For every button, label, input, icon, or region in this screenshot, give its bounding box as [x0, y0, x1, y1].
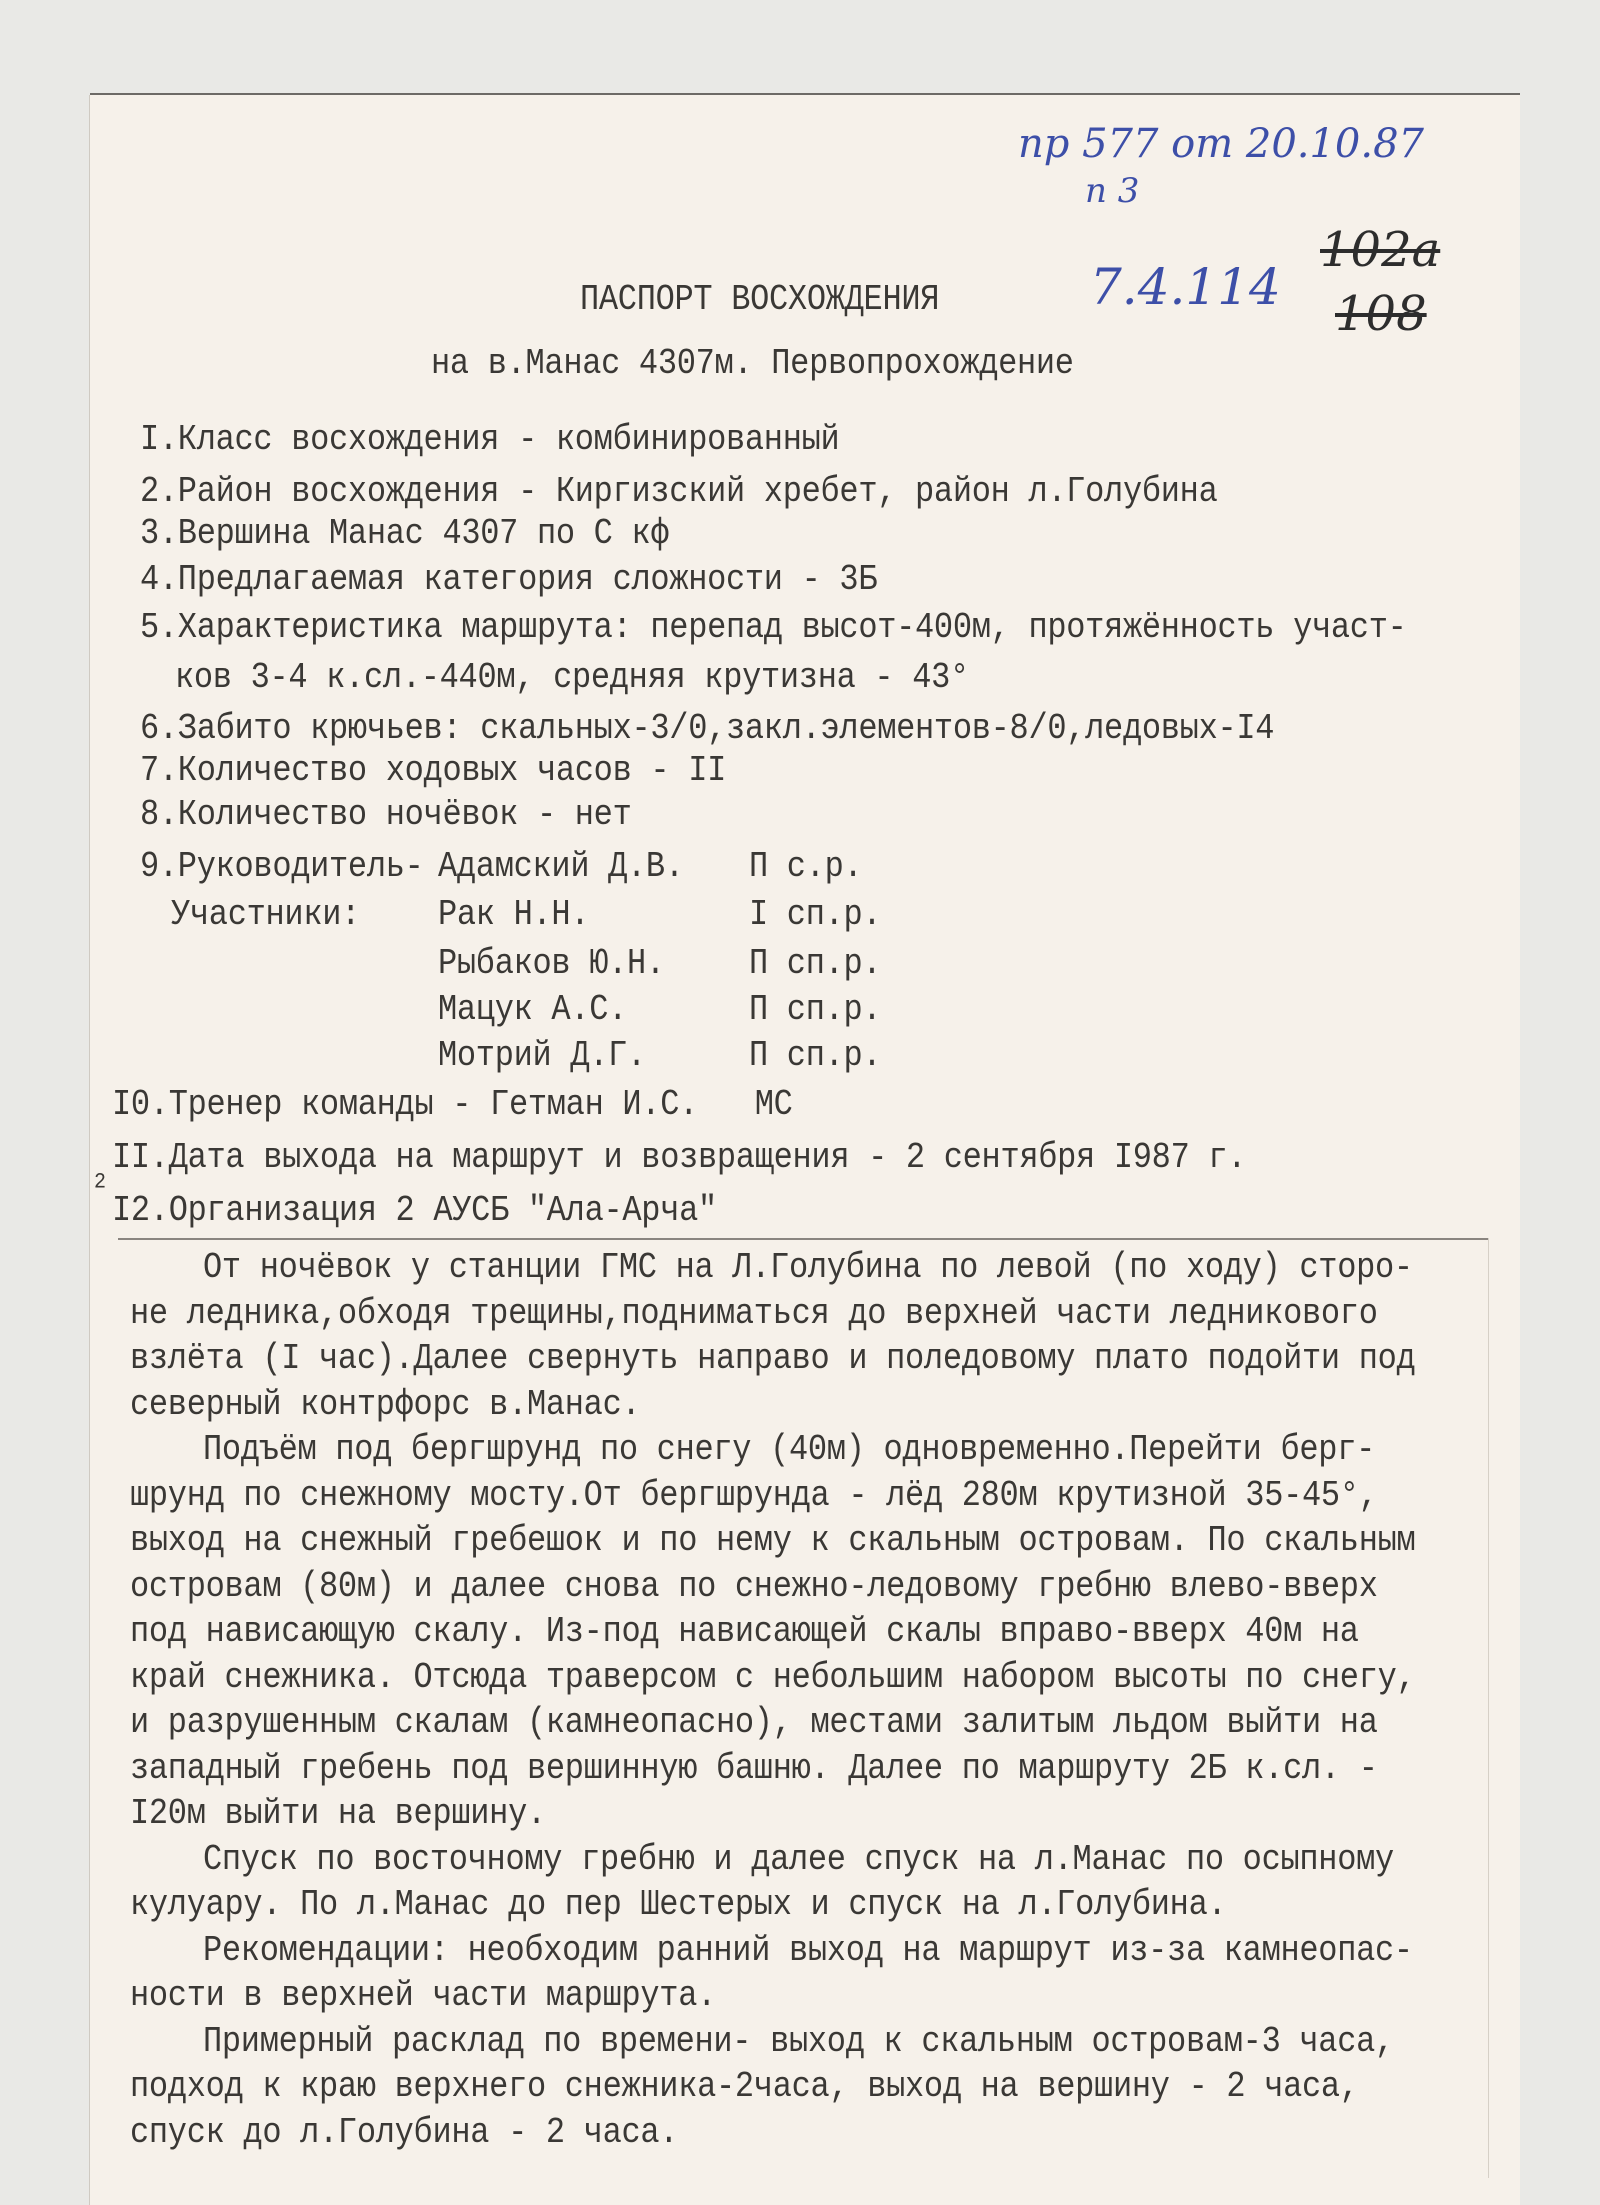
- section-divider: [118, 1238, 1488, 1240]
- list-item: II.Дата выхода на маршрут и возвращения - 2 сентября I987 г.: [112, 1136, 1247, 1179]
- list-item: I.Класс восхождения - комбинированный: [140, 418, 840, 461]
- paragraph-line: Спуск по восточному гребню и далее спуск на л.Манас по осыпному: [203, 1838, 1394, 1880]
- handwritten-order-ref: пр 577 от 20.10.87: [1018, 121, 1424, 167]
- list-item: ков 3-4 к.сл.-440м, средняя крутизна - 43°: [175, 656, 969, 699]
- crossed-number-2: 108: [1335, 286, 1427, 342]
- paragraph-line: спуск до л.Голубина - 2 часа.: [130, 2111, 679, 2153]
- paragraph-line: северный контрфорс в.Манас.: [130, 1383, 641, 1425]
- page-subtitle: на в.Манас 4307м. Первопрохождение: [431, 342, 1074, 385]
- list-item: 7.Количество ходовых часов - II: [140, 749, 726, 792]
- handwritten-order-item: п 3: [1085, 171, 1140, 211]
- page-title: ПАСПОРТ ВОСХОЖДЕНИЯ: [580, 278, 940, 321]
- member-name: Рыбаков Ю.Н.: [438, 942, 665, 985]
- paragraph-line: ности в верхней части маршрута.: [130, 1974, 716, 2017]
- paragraph-line: и разрушенным скалам (камнеопасно), местами залитым льдом выйти на: [130, 1701, 1378, 1744]
- member-name: Рак Н.Н.: [438, 893, 590, 936]
- paste-edge: [1488, 1238, 1489, 2178]
- list-item: 4.Предлагаемая категория сложности - 3Б: [140, 558, 878, 601]
- paragraph-line: край снежника. Отсюда траверсом с небольшим набором высоты по снегу,: [130, 1656, 1416, 1698]
- crossed-number-1: 102а: [1320, 222, 1441, 278]
- paragraph-line: кулуару. По л.Манас до пер Шестерых и спуск на л.Голубина.: [130, 1883, 1227, 1926]
- paragraph-line: Подъём под бергшрунд по снегу (40м) одновременно.Перейти берг-: [203, 1428, 1375, 1471]
- paragraph-line: Примерный расклад по времени- выход к скальным островам-3 часа,: [203, 2020, 1394, 2062]
- handwritten-catalog-number: 7.4.114: [1090, 258, 1281, 316]
- paragraph-line: западный гребень под вершинную башню. Далее по маршруту 2Б к.сл. -: [130, 1747, 1378, 1789]
- list-item: 2.Район восхождения - Киргизский хребет, район л.Голубина: [140, 470, 1218, 513]
- participants-label: Участники:: [171, 893, 361, 936]
- paragraph-line: взлёта (I час).Далее свернуть направо и поледовому плато подойти под: [130, 1337, 1416, 1380]
- list-item: I0.Тренер команды - Гетман И.С. МС: [112, 1083, 793, 1126]
- member-rank: П сп.р.: [749, 942, 882, 985]
- paragraph-line: островам (80м) и далее снова по снежно-ледовому гребню влево-вверх: [130, 1565, 1378, 1607]
- item11-note: 2: [94, 1169, 106, 1196]
- member-name: Адамский Д.В.: [438, 845, 684, 888]
- paragraph-line: шрунд по снежному мосту.От бергшрунда - лёд 280м крутизной 35-45°,: [130, 1474, 1378, 1516]
- member-name: Мотрий Д.Г.: [438, 1034, 646, 1077]
- member-rank: П сп.р.: [749, 1034, 882, 1077]
- paragraph-line: под нависающую скалу. Из-под нависающей скалы вправо-вверх 40м на: [130, 1610, 1359, 1653]
- member-rank: П сп.р.: [749, 988, 882, 1031]
- list-item: 6.Забито крючьев: скальных-3/0,закл.элементов-8/0,ледовых-I4: [140, 707, 1275, 750]
- list-item: 3.Вершина Манас 4307 по С кф: [140, 512, 670, 555]
- leader-label: 9.Руководитель-: [140, 845, 424, 888]
- list-item: 5.Характеристика маршрута: перепад высот-400м, протяжённость участ-: [140, 606, 1407, 649]
- list-item: 8.Количество ночёвок - нет: [140, 793, 632, 836]
- list-item: I2.Организация 2 АУСБ "Ала-Арча": [112, 1189, 717, 1232]
- paragraph-line: I20м выйти на вершину.: [130, 1792, 546, 1835]
- paragraph-line: От ночёвок у станции ГМС на Л.Голубина по левой (по ходу) сторо-: [203, 1246, 1413, 1289]
- member-rank: П с.р.: [749, 845, 863, 888]
- member-rank: I сп.р.: [749, 893, 882, 936]
- paragraph-line: не ледника,обходя трещины,подниматься до верхней части ледникового: [130, 1292, 1378, 1334]
- paragraph-line: Рекомендации: необходим ранний выход на маршрут из-за камнеопас-: [203, 1929, 1413, 1971]
- member-name: Мацук А.С.: [438, 988, 628, 1031]
- paragraph-line: подход к краю верхнего снежника-2часа, выход на вершину - 2 часа,: [130, 2065, 1359, 2108]
- paragraph-line: выход на снежный гребешок и по нему к скальным островам. По скальным: [130, 1519, 1416, 1562]
